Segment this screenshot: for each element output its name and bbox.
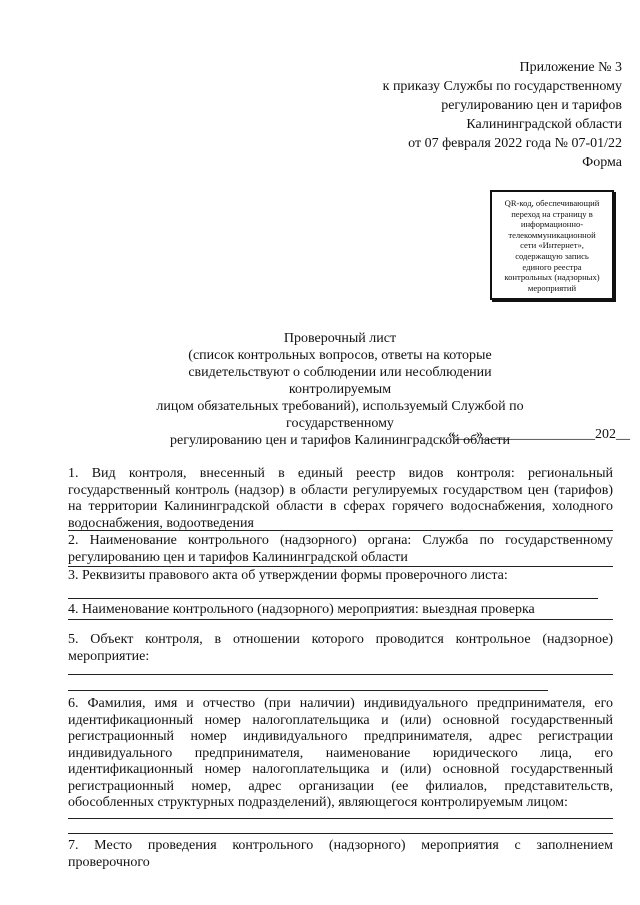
qr-code-note: QR-код, обеспечивающий переход на страницу в информационно-телекоммуникационной сети «Интернет», содержащую запись единого реестра контрольных (надзорных) мероприятий [504, 198, 600, 293]
checklist-item-2: 2. Наименование контрольного (надзорного) органа: Служба по государственному регулированию цен и тарифов Калининградской области [68, 533, 613, 565]
header-line: к приказу Службы по государственному [382, 79, 622, 94]
header-line: Приложение № 3 [519, 60, 622, 75]
fill-in-line[interactable] [68, 598, 598, 599]
checklist-item-4: 4. Наименование контрольного (надзорного) мероприятия: выездная проверка [68, 602, 535, 617]
date-field[interactable]: «___»________________202__ [448, 427, 630, 442]
title-line: (список контрольных вопросов, ответы на которые [188, 348, 492, 363]
checklist-item-7: 7. Место проведения контрольного (надзорного) мероприятия с заполнением проверочного [68, 838, 613, 870]
underline [68, 619, 613, 620]
fill-in-line[interactable] [68, 818, 613, 819]
fill-in-line[interactable] [68, 833, 613, 834]
title-line: свидетельствуют о соблюдении или несоблюдении контролируемым [188, 365, 492, 397]
underline [68, 566, 613, 567]
title-line: регулированию цен и тарифов Калининградской области [170, 433, 510, 448]
header-line: регулированию цен и тарифов [441, 98, 622, 113]
header-line: Калининградской области [466, 117, 622, 132]
checklist-item-5: 5. Объект контроля, в отношении которого проводится контрольное (надзорное) мероприятие: [68, 632, 613, 664]
checklist-item-1: 1. Вид контроля, внесенный в единый реестр видов контроля: региональный государственный контроль (надзор) в области регулируемых государством цен (тарифов) на территории Калининградской области в сферах горячего водоснабжения, холодного водоснабжения, водоотведения [68, 466, 613, 531]
header-line: от 07 февраля 2022 года № 07-01/22 [408, 136, 622, 151]
underline [68, 530, 613, 531]
qr-code-placeholder [490, 190, 614, 300]
checklist-item-6: 6. Фамилия, имя и отчество (при наличии) индивидуального предпринимателя, его идентификационный номер налогоплательщика и (или) основной государственный регистрационный номер индивидуального предпринимателя, адрес регистрации индивидуального предпринимателя, наименование юридического лица, его идентификационный номер налогоплательщика и (или) основной государственный регистрационный номер, адрес организации (ее филиалов, представительств, обособленных структурных подразделений), являющегося контролируемым лицом: [68, 696, 613, 810]
fill-in-line[interactable] [68, 674, 613, 675]
fill-in-line[interactable] [68, 690, 548, 691]
checklist-item-3: 3. Реквизиты правового акта об утверждении формы проверочного листа: [68, 568, 508, 583]
title-line: Проверочный лист [283, 331, 397, 346]
appendix-header [383, 58, 622, 153]
title-line: лицом обязательных требований), используемый Службой по государственному [156, 399, 524, 431]
form-label: Форма [582, 155, 622, 170]
